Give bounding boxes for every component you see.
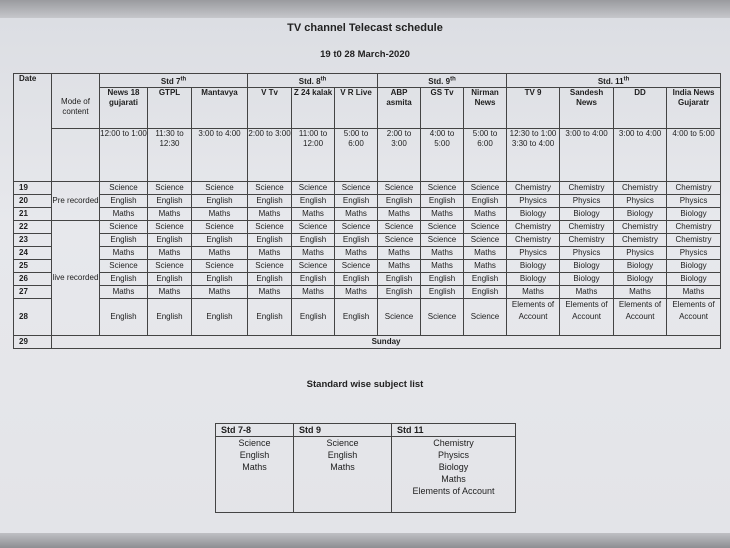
- subject-cell: Maths: [464, 207, 507, 220]
- date-cell: 24: [14, 246, 52, 259]
- channel-name: News 18 gujarati: [100, 87, 148, 128]
- subject-cell: English: [148, 298, 192, 335]
- subject-cell: Maths: [192, 207, 248, 220]
- subject-cell: Maths: [378, 207, 421, 220]
- subject-item: English: [327, 450, 358, 460]
- photo-shadow-top: [0, 0, 730, 18]
- date-cell: 27: [14, 285, 52, 298]
- subject-item: Biology: [438, 462, 469, 472]
- channel-name: V R Live: [335, 87, 378, 128]
- subject-item: Chemistry: [433, 438, 474, 448]
- channel-time: 2:00 to 3:00: [248, 128, 292, 181]
- subject-cell: Science: [192, 181, 248, 194]
- subject-cell: Maths: [335, 285, 378, 298]
- subject-cell: Science: [292, 181, 335, 194]
- channel-name: Sandesh News: [560, 87, 614, 128]
- subject-cell: Maths: [292, 246, 335, 259]
- subject-cell: Chemistry: [507, 233, 560, 246]
- subject-cell: Science: [378, 298, 421, 335]
- subject-item: Science: [326, 438, 359, 448]
- photo-shadow-bottom: [0, 533, 730, 548]
- subject-cell: Maths: [248, 207, 292, 220]
- std-group-sup: th: [450, 76, 456, 82]
- subject-cell: Science: [148, 259, 192, 272]
- subject-cell: English: [378, 194, 421, 207]
- channel-time: 5:00 to 6:00: [464, 128, 507, 181]
- subject-cell: Elements of Account: [614, 298, 667, 335]
- subject-cell: Physics: [507, 194, 560, 207]
- channel-time: 3:00 to 4:00: [614, 128, 667, 181]
- subject-cell: Science: [335, 181, 378, 194]
- subject-cell: Maths: [421, 207, 464, 220]
- subject-header-std9: Std 9: [294, 424, 392, 437]
- subject-cell: Maths: [292, 285, 335, 298]
- channel-time: 2:00 to 3:00: [378, 128, 421, 181]
- subject-header-std7-8: Std 7-8: [216, 424, 294, 437]
- subject-cell: English: [248, 194, 292, 207]
- std-group-sup: th: [320, 76, 327, 82]
- subject-cell: Maths: [560, 285, 614, 298]
- subject-cell: Science: [378, 181, 421, 194]
- subject-cell: Science: [335, 259, 378, 272]
- subject-cell: English: [192, 298, 248, 335]
- channel-time: 12:30 to 1:00 3:30 to 4:00: [507, 128, 560, 181]
- subject-cell: Maths: [148, 207, 192, 220]
- channel-name: Mantavya: [192, 87, 248, 128]
- subject-cell: Science: [100, 181, 148, 194]
- subject-cell: Biology: [507, 272, 560, 285]
- subject-cell: English: [335, 298, 378, 335]
- channel-time: 5:00 to 6:00: [335, 128, 378, 181]
- subject-cell: Science: [464, 220, 507, 233]
- mode-header-spacer: [52, 74, 100, 88]
- subject-cell: English: [248, 233, 292, 246]
- mode-live-recorded: live recorded: [52, 220, 100, 335]
- subject-cell: Maths: [335, 246, 378, 259]
- channel-name: India News Gujaratr: [667, 87, 721, 128]
- channel-time: 11:00 to 12:00: [292, 128, 335, 181]
- subject-cell: Science: [378, 220, 421, 233]
- subject-cell: English: [292, 272, 335, 285]
- subject-cell: Physics: [560, 194, 614, 207]
- subject-cell: Chemistry: [614, 181, 667, 194]
- subject-cell: Science: [421, 220, 464, 233]
- subject-cell: English: [421, 285, 464, 298]
- subject-cell: Science: [192, 220, 248, 233]
- subject-cell: English: [148, 233, 192, 246]
- channel-name: GTPL: [148, 87, 192, 128]
- subject-cell: Physics: [560, 246, 614, 259]
- subject-cell: English: [464, 272, 507, 285]
- subject-cell: English: [378, 272, 421, 285]
- subject-cell: English: [335, 272, 378, 285]
- subject-cell: Chemistry: [667, 233, 721, 246]
- channel-time: 4:00 to 5:00: [667, 128, 721, 181]
- subject-cell: Biology: [507, 207, 560, 220]
- subject-cell: English: [292, 233, 335, 246]
- subject-cell: Physics: [507, 246, 560, 259]
- subject-cell: English: [192, 233, 248, 246]
- mode-pre-recorded: Pre recorded: [52, 181, 100, 220]
- subject-cell: English: [148, 272, 192, 285]
- subject-cell: Chemistry: [667, 181, 721, 194]
- std-group-header: [100, 74, 248, 88]
- subject-cell: Chemistry: [667, 220, 721, 233]
- date-cell: 20: [14, 194, 52, 207]
- subject-cell: Chemistry: [614, 233, 667, 246]
- mode-header: Mode of content: [52, 87, 100, 128]
- subject-cell: Science: [100, 259, 148, 272]
- subject-cell: Maths: [192, 285, 248, 298]
- channel-time: 4:00 to 5:00: [421, 128, 464, 181]
- subject-cell: Biology: [667, 207, 721, 220]
- date-cell: 25: [14, 259, 52, 272]
- subject-cell: Physics: [614, 246, 667, 259]
- subject-cell: Science: [292, 259, 335, 272]
- date-cell: 26: [14, 272, 52, 285]
- subject-cell: Chemistry: [560, 233, 614, 246]
- subject-cell: English: [335, 194, 378, 207]
- subject-cell: Elements of Account: [560, 298, 614, 335]
- subject-cell: Maths: [614, 285, 667, 298]
- subject-cell: Science: [464, 233, 507, 246]
- subject-cell: English: [378, 285, 421, 298]
- subject-cell: Science: [248, 259, 292, 272]
- subject-cell: Elements of Account: [507, 298, 560, 335]
- subject-cell: English: [100, 194, 148, 207]
- subject-cell: English: [464, 194, 507, 207]
- subject-cell: Biology: [614, 207, 667, 220]
- subject-cell: Science: [421, 233, 464, 246]
- subject-cell: Science: [100, 220, 148, 233]
- subject-cell: English: [248, 298, 292, 335]
- subject-item: Maths: [242, 462, 267, 472]
- std-group-header: [378, 74, 507, 88]
- channel-name: DD: [614, 87, 667, 128]
- document-title: TV channel Telecast schedule: [287, 22, 443, 34]
- subject-item: Science: [238, 438, 271, 448]
- channel-name: TV 9: [507, 87, 560, 128]
- subject-cell: Chemistry: [560, 220, 614, 233]
- subject-cell: Science: [148, 181, 192, 194]
- subject-cell: English: [464, 285, 507, 298]
- subject-cell: English: [421, 194, 464, 207]
- subject-cell: English: [335, 233, 378, 246]
- channel-name: ABP asmita: [378, 87, 421, 128]
- subject-col-std7-8: [216, 437, 294, 513]
- channel-time: 11:30 to 12:30: [148, 128, 192, 181]
- subject-header-std11: Std 11: [392, 424, 516, 437]
- date-cell: 21: [14, 207, 52, 220]
- subject-cell: Maths: [248, 246, 292, 259]
- channel-name: V Tv: [248, 87, 292, 128]
- subject-list-table: [215, 423, 516, 513]
- subject-cell: Physics: [614, 194, 667, 207]
- subject-cell: Maths: [100, 285, 148, 298]
- channel-time: 3:00 to 4:00: [192, 128, 248, 181]
- subject-cell: Science: [464, 298, 507, 335]
- subject-cell: English: [292, 298, 335, 335]
- subject-cell: Maths: [292, 207, 335, 220]
- subject-cell: Maths: [148, 285, 192, 298]
- subject-cell: Science: [464, 181, 507, 194]
- subject-item: English: [239, 450, 270, 460]
- subject-cell: English: [100, 233, 148, 246]
- subject-cell: Maths: [378, 259, 421, 272]
- subject-col-std11: [392, 437, 516, 513]
- subject-list-title: Standard wise subject list: [306, 379, 424, 390]
- std-group-label: Std. 8: [298, 76, 321, 86]
- subject-item: Maths: [330, 462, 355, 472]
- channel-time: 3:00 to 4:00: [560, 128, 614, 181]
- subject-cell: Maths: [248, 285, 292, 298]
- subject-cell: Physics: [667, 246, 721, 259]
- std-group-header: [507, 74, 721, 88]
- subject-cell: English: [248, 272, 292, 285]
- std-group-header: [248, 74, 378, 88]
- subject-cell: English: [192, 272, 248, 285]
- date-cell: 28: [14, 298, 52, 335]
- subject-cell: Maths: [148, 246, 192, 259]
- subject-cell: Chemistry: [507, 220, 560, 233]
- channel-time: 12:00 to 1:00: [100, 128, 148, 181]
- subject-cell: Science: [248, 220, 292, 233]
- std-group-label: Std. 9: [428, 76, 451, 86]
- std-group-sup: th: [623, 76, 630, 82]
- subject-item: Physics: [437, 450, 469, 460]
- subject-cell: English: [148, 194, 192, 207]
- std-group-sup: th: [180, 76, 187, 82]
- subject-cell: Biology: [614, 259, 667, 272]
- subject-cell: Maths: [421, 246, 464, 259]
- subject-cell: Biology: [560, 259, 614, 272]
- subject-cell: Chemistry: [614, 220, 667, 233]
- date-cell: 22: [14, 220, 52, 233]
- subject-cell: Physics: [667, 194, 721, 207]
- channel-name: Nirman News: [464, 87, 507, 128]
- std-group-label: Std 7: [160, 76, 181, 86]
- channel-name: Z 24 kalak: [292, 87, 335, 128]
- subject-cell: Maths: [192, 246, 248, 259]
- subject-col-std9: [294, 437, 392, 513]
- mode-header-blank: [52, 128, 100, 181]
- subject-cell: Chemistry: [507, 181, 560, 194]
- subject-cell: Biology: [560, 207, 614, 220]
- subject-cell: Science: [192, 259, 248, 272]
- subject-cell: English: [100, 298, 148, 335]
- std-group-label: Std. 11: [597, 76, 624, 86]
- subject-cell: Elements of Account: [667, 298, 721, 335]
- subject-cell: Maths: [378, 246, 421, 259]
- subject-cell: Science: [421, 298, 464, 335]
- subject-item: Maths: [441, 474, 466, 484]
- subject-cell: English: [292, 194, 335, 207]
- subject-cell: English: [100, 272, 148, 285]
- subject-cell: Maths: [335, 207, 378, 220]
- subject-cell: Science: [421, 181, 464, 194]
- subject-cell: Biology: [560, 272, 614, 285]
- document-subtitle: 19 t0 28 March-2020: [320, 49, 410, 60]
- subject-cell: Biology: [667, 259, 721, 272]
- subject-cell: Science: [292, 220, 335, 233]
- subject-cell: English: [421, 272, 464, 285]
- subject-cell: Biology: [614, 272, 667, 285]
- subject-cell: Maths: [667, 285, 721, 298]
- subject-cell: Maths: [507, 285, 560, 298]
- subject-cell: Maths: [100, 246, 148, 259]
- subject-cell: English: [192, 194, 248, 207]
- subject-item: Elements of Account: [412, 486, 495, 496]
- subject-cell: Chemistry: [560, 181, 614, 194]
- sunday-label: Sunday: [52, 335, 721, 348]
- subject-cell: Biology: [667, 272, 721, 285]
- subject-cell: Science: [378, 233, 421, 246]
- subject-cell: Maths: [421, 259, 464, 272]
- date-header: Date: [14, 74, 52, 182]
- subject-cell: Biology: [507, 259, 560, 272]
- date-cell: 23: [14, 233, 52, 246]
- channel-name: GS Tv: [421, 87, 464, 128]
- subject-cell: Maths: [100, 207, 148, 220]
- subject-cell: Science: [148, 220, 192, 233]
- subject-cell: Maths: [464, 246, 507, 259]
- subject-cell: Science: [248, 181, 292, 194]
- subject-cell: Maths: [464, 259, 507, 272]
- date-cell: 19: [14, 181, 52, 194]
- subject-cell: Science: [335, 220, 378, 233]
- telecast-schedule-table: [13, 73, 721, 349]
- date-cell: 29: [14, 335, 52, 348]
